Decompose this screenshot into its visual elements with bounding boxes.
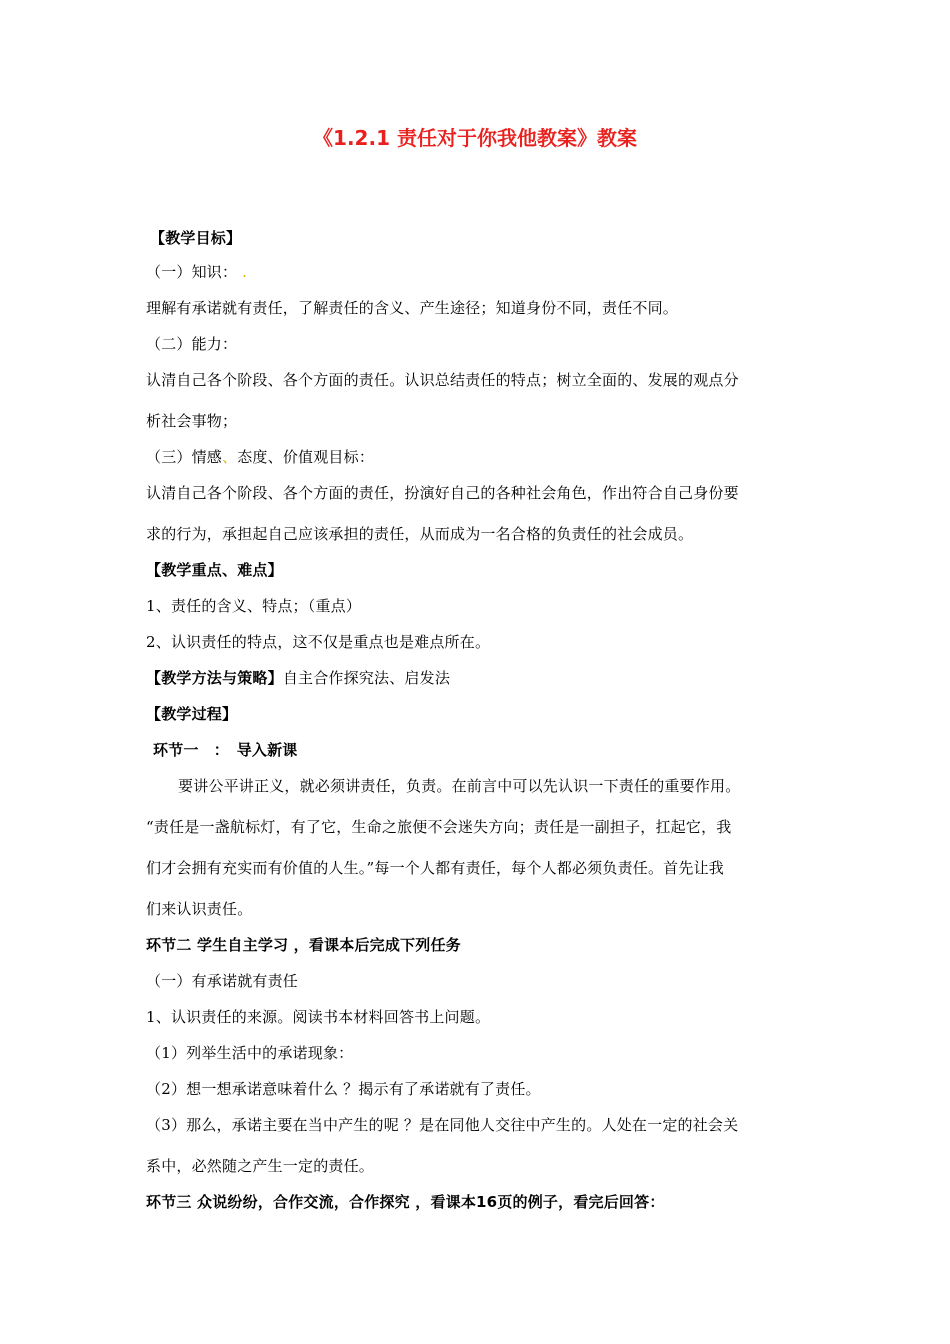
- ability-text-line-1: 认清自己各个阶段、各个方面的责任。认识总结责任的特点；树立全面的、发展的观点分: [146, 371, 739, 389]
- step1-text-line-3: 们才会拥有充实而有价值的人生。”每一个人都有责任，每个人都必须负责任。首先让我: [146, 859, 724, 877]
- method-heading: 【教学方法与策略】: [146, 669, 283, 687]
- keypoint-1: 1、责任的含义、特点；（重点）: [146, 597, 362, 615]
- step1-text-line-2: “责任是一盏航标灯，有了它，生命之旅便不会迷失方向；责任是一副担子，扛起它，我: [146, 818, 732, 836]
- emotion-label-a: （三）情感: [146, 448, 223, 466]
- step2-heading: 环节二 学生自主学习 ，看课本后完成下列任务: [146, 936, 461, 954]
- keypoint-2: 2、认识责任的特点，这不仅是重点也是难点所在。: [146, 633, 491, 651]
- knowledge-label: （一）知识：: [146, 263, 238, 281]
- step2-item-1: 1、认识责任的来源。阅读书本材料回答书上问题。: [146, 1008, 491, 1026]
- step1-text-line-4: 们来认识责任。: [146, 900, 253, 918]
- emotion-text-line-2: 求的行为，承担起自己应该承担的责任，从而成为一名合格的负责任的社会成员。: [146, 525, 694, 543]
- step2-question-1: （1）列举生活中的承诺现象：: [146, 1044, 354, 1062]
- method-line: [146, 668, 450, 688]
- emotion-text-line-1: 认清自己各个阶段、各个方面的责任，扮演好自己的各种社会角色，作出符合自己身份要: [146, 484, 739, 502]
- goals-heading: 【教学目标】: [150, 229, 242, 247]
- ability-text-line-2: 析社会事物；: [146, 412, 238, 430]
- step3-heading: 环节三 众说纷纷，合作交流，合作探究 ，看课本16页的例子，看完后回答：: [146, 1193, 665, 1211]
- step2-question-3-line-1: （3）那么，承诺主要在当中产生的呢 ？是在同他人交往中产生的。人处在一定的社会关: [146, 1116, 739, 1134]
- knowledge-dot: .: [242, 263, 248, 281]
- step2-subheading: （一）有承诺就有责任: [146, 972, 299, 990]
- ability-label: （二）能力：: [146, 335, 238, 353]
- knowledge-text: 理解有承诺就有责任，了解责任的含义、产生途径；知道身份不同，责任不同。: [146, 299, 679, 317]
- step2-question-2: （2）想一想承诺意味着什么 ？揭示有了承诺就有了责任。: [146, 1080, 541, 1098]
- emotion-label-b: 态度、价值观目标：: [237, 448, 375, 466]
- emotion-dot: 、: [222, 448, 238, 466]
- step1-heading: 环节一 ： 导入新课: [153, 741, 298, 759]
- process-heading: 【教学过程】: [146, 705, 238, 723]
- emotion-label-line: [146, 447, 374, 467]
- method-text: 自主合作探究法、启发法: [282, 669, 451, 687]
- step2-question-3-line-2: 系中，必然随之产生一定的责任。: [146, 1157, 375, 1175]
- keypoints-heading: 【教学重点、难点】: [146, 561, 283, 579]
- document-title: 《1.2.1 责任对于你我他教案》教案: [313, 126, 637, 150]
- knowledge-label-line: [146, 262, 247, 282]
- step1-text-line-1: 要讲公平讲正义，就必须讲责任，负责。在前言中可以先认识一下责任的重要作用。: [178, 777, 741, 795]
